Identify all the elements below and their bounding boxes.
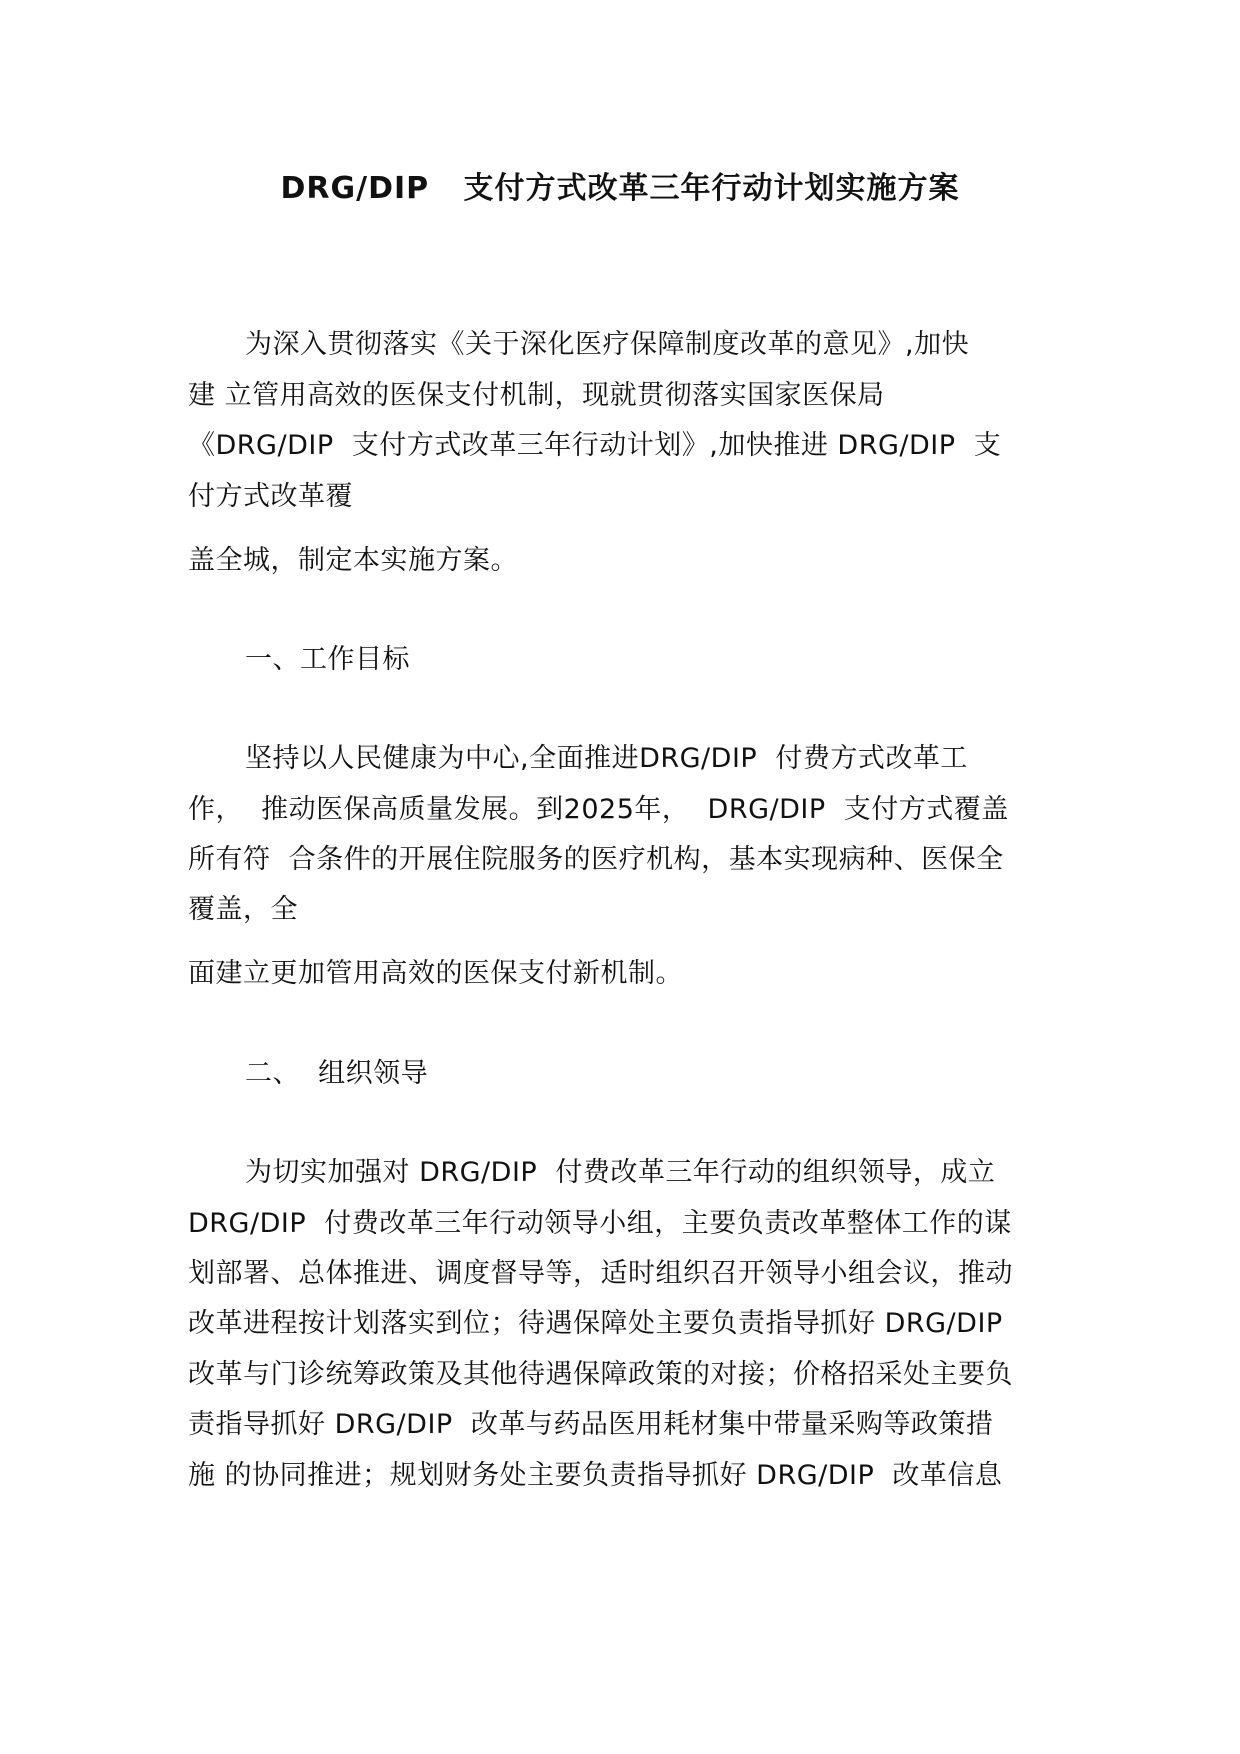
intro-line-1: 为深入贯彻落实《关于深化医疗保障制度改革的意见》,加快 (245, 329, 970, 360)
intro-line-5: 盖全城，制定本实施方案。 (188, 545, 518, 576)
section2-line-5: 改革与门诊统筹政策及其他待遇保障政策的对接；价格招采处主要负 (188, 1359, 1013, 1390)
section2-line-6: 责指导抓好 DRG/DIP 改革与药品医用耗材集中带量采购等政策措 (188, 1409, 994, 1440)
section1-line-5: 面建立更加管用高效的医保支付新机制。 (188, 958, 683, 989)
section1-line-4: 覆盖，全 (188, 894, 298, 925)
document-title: DRG/DIP 支付方式改革三年行动计划实施方案 (280, 171, 960, 206)
section2-line-7: 施 的协同推进；规划财务处主要负责指导抓好 DRG/DIP 改革信息 (188, 1460, 1003, 1491)
section2-line-1: 为切实加强对 DRG/DIP 付费改革三年行动的组织领导，成立 (245, 1157, 996, 1188)
section1-line-1: 坚持以人民健康为中心,全面推进DRG/DIP 付费方式改革工 (245, 743, 968, 774)
section2-line-2: DRG/DIP 付费改革三年行动领导小组，主要负责改革整体工作的谋 (188, 1208, 1012, 1239)
section1-line-3: 所有符 合条件的开展住院服务的医疗机构，基本实现病种、医保全 (188, 844, 1004, 875)
section1-heading: 一、工作目标 (245, 644, 410, 675)
section1-line-2: 作， 推动医保高质量发展。到2025年， DRG/DIP 支付方式覆盖 (188, 794, 1009, 825)
section2-line-4: 改革进程按计划落实到位；待遇保障处主要负责指导抓好 DRG/DIP (188, 1308, 1003, 1339)
intro-line-3: 《DRG/DIP 支付方式改革三年行动计划》,加快推进 DRG/DIP 支 (188, 430, 1002, 461)
intro-line-2: 建 立管用高效的医保支付机制，现就贯彻落实国家医保局 (188, 380, 885, 411)
section2-heading: 二、 组织领导 (245, 1058, 429, 1089)
section2-line-3: 划部署、总体推进、调度督导等，适时组织召开领导小组会议，推动 (188, 1258, 1013, 1289)
intro-line-4: 付方式改革覆 (188, 481, 353, 512)
